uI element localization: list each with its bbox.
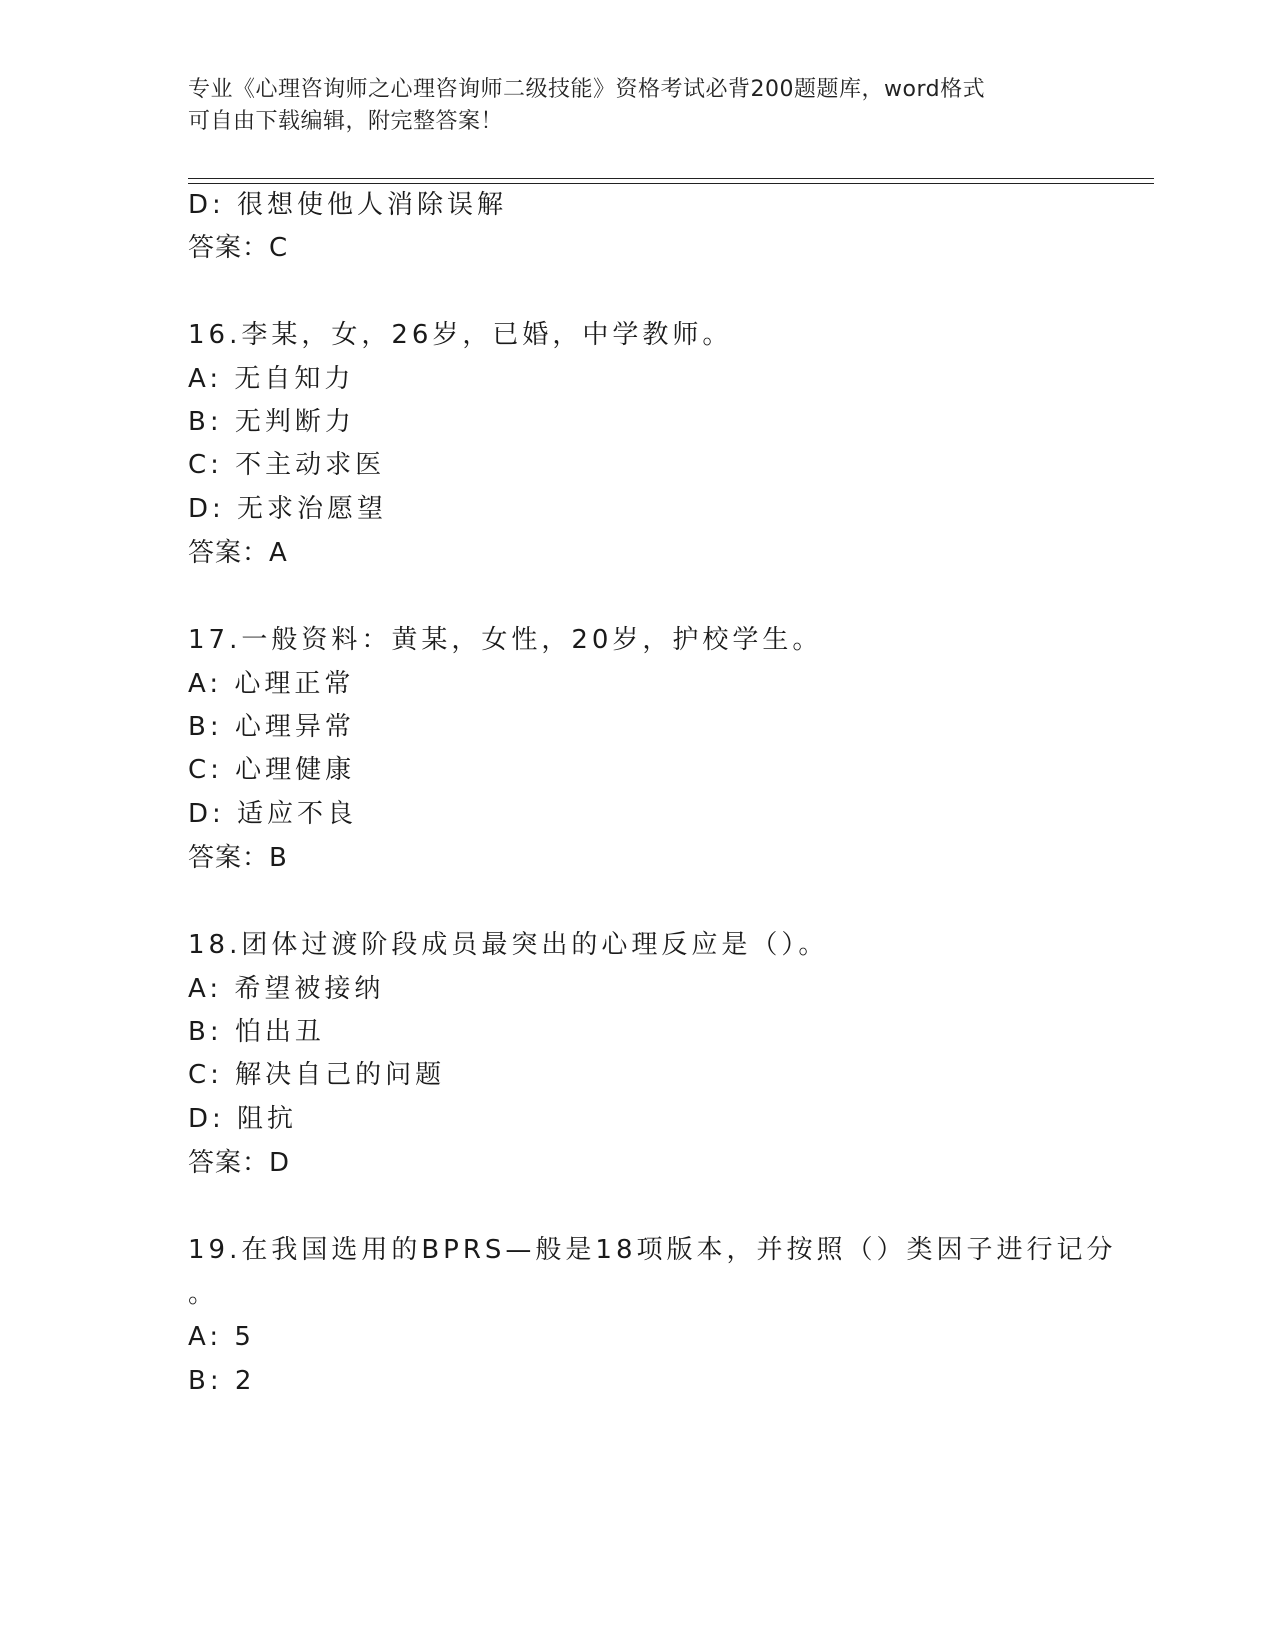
answer-q18: 答案：D — [188, 1148, 291, 1178]
question-17: 17.一般资料：黄某，女性，20岁，护校学生。 — [188, 625, 823, 655]
answer-q17: 答案：B — [188, 843, 288, 873]
option-d-q17: D: 适应不良 — [188, 799, 358, 829]
option-d-q16: D: 无求治愿望 — [188, 494, 388, 524]
header-divider-top — [188, 178, 1154, 179]
question-18: 18.团体过渡阶段成员最突出的心理反应是（）。 — [188, 930, 829, 960]
option-b-q17: B: 心理异常 — [188, 712, 355, 742]
option-d-q15: D: 很想使他人消除误解 — [188, 190, 508, 220]
option-a-q16: A: 无自知力 — [188, 364, 355, 394]
answer-q16: 答案：A — [188, 538, 288, 568]
option-b-q16: B: 无判断力 — [188, 407, 355, 437]
option-d-q18: D: 阻抗 — [188, 1104, 298, 1134]
question-16: 16.李某，女，26岁，已婚，中学教师。 — [188, 320, 733, 350]
question-19-continuation: 。 — [188, 1279, 219, 1309]
header-divider-bottom — [188, 183, 1154, 184]
option-c-q17: C: 心理健康 — [188, 755, 356, 785]
option-c-q18: C: 解决自己的问题 — [188, 1060, 446, 1090]
option-a-q17: A: 心理正常 — [188, 669, 355, 699]
header-line-2: 可自由下载编辑，附完整答案！ — [188, 109, 504, 134]
header-line-1: 专业《心理咨询师之心理咨询师二级技能》资格考试必背200题题库，word格式 — [188, 77, 986, 102]
option-a-q18: A: 希望被接纳 — [188, 974, 385, 1004]
option-b-q18: B: 怕出丑 — [188, 1017, 325, 1047]
document-header — [188, 74, 1088, 138]
answer-q15: 答案：C — [188, 233, 289, 263]
question-19: 19.在我国选用的BPRS—般是18项版本，并按照（）类因子进行记分 — [188, 1235, 1117, 1265]
option-c-q16: C: 不主动求医 — [188, 450, 386, 480]
option-a-q19: A: 5 — [188, 1322, 255, 1352]
option-b-q19: B: 2 — [188, 1366, 256, 1396]
